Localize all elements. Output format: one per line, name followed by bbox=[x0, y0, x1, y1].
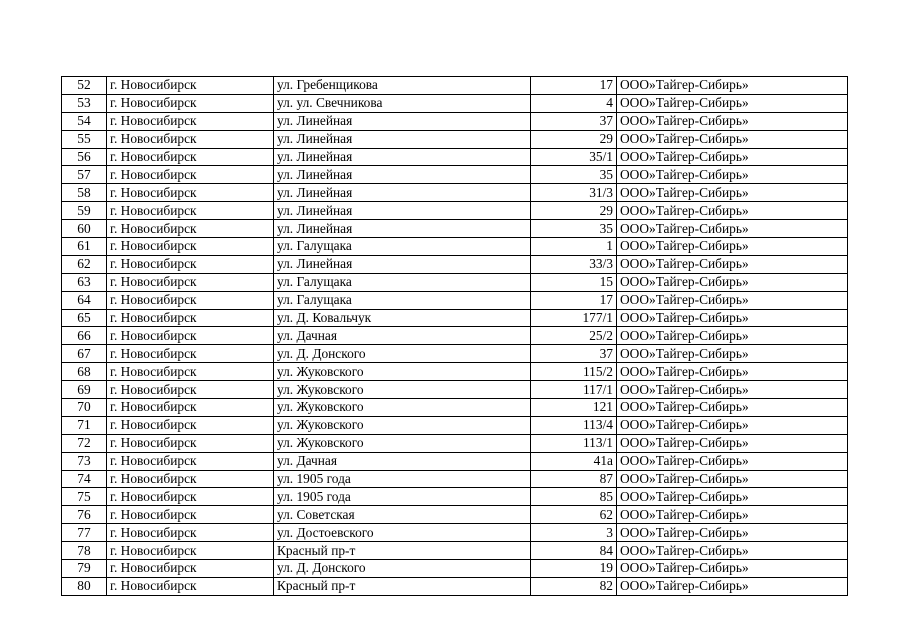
table-row bbox=[62, 345, 848, 363]
street-cell: ул. Д. Ковальчук bbox=[274, 309, 531, 327]
table-row bbox=[62, 399, 848, 417]
street-cell: ул. Советская bbox=[274, 506, 531, 524]
organization-cell: ООО»Тайгер-Сибирь» bbox=[617, 524, 848, 542]
table-row bbox=[62, 148, 848, 166]
house-number-cell: 17 bbox=[531, 77, 617, 95]
city-cell: г. Новосибирск bbox=[107, 488, 274, 506]
row-number-cell: 61 bbox=[62, 238, 107, 256]
row-number-cell: 55 bbox=[62, 130, 107, 148]
street-cell: ул. Линейная bbox=[274, 166, 531, 184]
table-row bbox=[62, 220, 848, 238]
organization-cell: ООО»Тайгер-Сибирь» bbox=[617, 363, 848, 381]
city-cell: г. Новосибирск bbox=[107, 77, 274, 95]
street-cell: ул. Д. Донского bbox=[274, 560, 531, 578]
house-number-cell: 19 bbox=[531, 560, 617, 578]
house-number-cell: 41а bbox=[531, 452, 617, 470]
city-cell: г. Новосибирск bbox=[107, 416, 274, 434]
house-number-cell: 29 bbox=[531, 202, 617, 220]
organization-cell: ООО»Тайгер-Сибирь» bbox=[617, 202, 848, 220]
row-number-cell: 73 bbox=[62, 452, 107, 470]
street-cell: Красный пр-т bbox=[274, 577, 531, 595]
table-row bbox=[62, 238, 848, 256]
street-cell: ул. Линейная bbox=[274, 255, 531, 273]
city-cell: г. Новосибирск bbox=[107, 363, 274, 381]
street-cell: ул. Дачная bbox=[274, 452, 531, 470]
table-row bbox=[62, 202, 848, 220]
city-cell: г. Новосибирск bbox=[107, 542, 274, 560]
table-row bbox=[62, 273, 848, 291]
organization-cell: ООО»Тайгер-Сибирь» bbox=[617, 309, 848, 327]
table-row bbox=[62, 309, 848, 327]
house-number-cell: 25/2 bbox=[531, 327, 617, 345]
table-row bbox=[62, 255, 848, 273]
street-cell: ул. Линейная bbox=[274, 220, 531, 238]
house-number-cell: 37 bbox=[531, 112, 617, 130]
organization-cell: ООО»Тайгер-Сибирь» bbox=[617, 166, 848, 184]
table-row bbox=[62, 166, 848, 184]
city-cell: г. Новосибирск bbox=[107, 381, 274, 399]
organization-cell: ООО»Тайгер-Сибирь» bbox=[617, 291, 848, 309]
house-number-cell: 3 bbox=[531, 524, 617, 542]
house-number-cell: 82 bbox=[531, 577, 617, 595]
city-cell: г. Новосибирск bbox=[107, 345, 274, 363]
row-number-cell: 60 bbox=[62, 220, 107, 238]
house-number-cell: 85 bbox=[531, 488, 617, 506]
street-cell: ул. Линейная bbox=[274, 184, 531, 202]
table-row bbox=[62, 291, 848, 309]
organization-cell: ООО»Тайгер-Сибирь» bbox=[617, 220, 848, 238]
city-cell: г. Новосибирск bbox=[107, 399, 274, 417]
city-cell: г. Новосибирск bbox=[107, 238, 274, 256]
house-number-cell: 62 bbox=[531, 506, 617, 524]
table-row bbox=[62, 184, 848, 202]
house-number-cell: 35/1 bbox=[531, 148, 617, 166]
house-number-cell: 37 bbox=[531, 345, 617, 363]
row-number-cell: 71 bbox=[62, 416, 107, 434]
house-number-cell: 87 bbox=[531, 470, 617, 488]
organization-cell: ООО»Тайгер-Сибирь» bbox=[617, 434, 848, 452]
organization-cell: ООО»Тайгер-Сибирь» bbox=[617, 112, 848, 130]
table-row bbox=[62, 112, 848, 130]
city-cell: г. Новосибирск bbox=[107, 434, 274, 452]
row-number-cell: 63 bbox=[62, 273, 107, 291]
house-number-cell: 15 bbox=[531, 273, 617, 291]
street-cell: Красный пр-т bbox=[274, 542, 531, 560]
city-cell: г. Новосибирск bbox=[107, 148, 274, 166]
row-number-cell: 78 bbox=[62, 542, 107, 560]
city-cell: г. Новосибирск bbox=[107, 506, 274, 524]
address-table bbox=[61, 76, 848, 596]
row-number-cell: 77 bbox=[62, 524, 107, 542]
table-row bbox=[62, 506, 848, 524]
table-row bbox=[62, 94, 848, 112]
row-number-cell: 56 bbox=[62, 148, 107, 166]
organization-cell: ООО»Тайгер-Сибирь» bbox=[617, 381, 848, 399]
street-cell: ул. Галущака bbox=[274, 238, 531, 256]
house-number-cell: 35 bbox=[531, 220, 617, 238]
organization-cell: ООО»Тайгер-Сибирь» bbox=[617, 506, 848, 524]
house-number-cell: 121 bbox=[531, 399, 617, 417]
house-number-cell: 17 bbox=[531, 291, 617, 309]
house-number-cell: 113/1 bbox=[531, 434, 617, 452]
row-number-cell: 70 bbox=[62, 399, 107, 417]
street-cell: ул. Д. Донского bbox=[274, 345, 531, 363]
street-cell: ул. Линейная bbox=[274, 130, 531, 148]
row-number-cell: 58 bbox=[62, 184, 107, 202]
city-cell: г. Новосибирск bbox=[107, 309, 274, 327]
address-table-body bbox=[62, 77, 848, 596]
street-cell: ул. Гребенщикова bbox=[274, 77, 531, 95]
city-cell: г. Новосибирск bbox=[107, 273, 274, 291]
organization-cell: ООО»Тайгер-Сибирь» bbox=[617, 399, 848, 417]
city-cell: г. Новосибирск bbox=[107, 202, 274, 220]
row-number-cell: 53 bbox=[62, 94, 107, 112]
city-cell: г. Новосибирск bbox=[107, 327, 274, 345]
row-number-cell: 68 bbox=[62, 363, 107, 381]
city-cell: г. Новосибирск bbox=[107, 166, 274, 184]
organization-cell: ООО»Тайгер-Сибирь» bbox=[617, 238, 848, 256]
house-number-cell: 117/1 bbox=[531, 381, 617, 399]
city-cell: г. Новосибирск bbox=[107, 524, 274, 542]
table-row bbox=[62, 452, 848, 470]
row-number-cell: 67 bbox=[62, 345, 107, 363]
street-cell: ул. Жуковского bbox=[274, 399, 531, 417]
street-cell: ул. ул. Свечникова bbox=[274, 94, 531, 112]
table-row bbox=[62, 416, 848, 434]
street-cell: ул. Линейная bbox=[274, 202, 531, 220]
row-number-cell: 64 bbox=[62, 291, 107, 309]
table-row bbox=[62, 577, 848, 595]
table-row bbox=[62, 434, 848, 452]
organization-cell: ООО»Тайгер-Сибирь» bbox=[617, 184, 848, 202]
organization-cell: ООО»Тайгер-Сибирь» bbox=[617, 542, 848, 560]
city-cell: г. Новосибирск bbox=[107, 255, 274, 273]
house-number-cell: 33/3 bbox=[531, 255, 617, 273]
row-number-cell: 69 bbox=[62, 381, 107, 399]
organization-cell: ООО»Тайгер-Сибирь» bbox=[617, 452, 848, 470]
organization-cell: ООО»Тайгер-Сибирь» bbox=[617, 148, 848, 166]
city-cell: г. Новосибирск bbox=[107, 184, 274, 202]
organization-cell: ООО»Тайгер-Сибирь» bbox=[617, 255, 848, 273]
city-cell: г. Новосибирск bbox=[107, 470, 274, 488]
organization-cell: ООО»Тайгер-Сибирь» bbox=[617, 94, 848, 112]
city-cell: г. Новосибирск bbox=[107, 452, 274, 470]
street-cell: ул. Достоевского bbox=[274, 524, 531, 542]
row-number-cell: 80 bbox=[62, 577, 107, 595]
table-row bbox=[62, 327, 848, 345]
row-number-cell: 52 bbox=[62, 77, 107, 95]
city-cell: г. Новосибирск bbox=[107, 130, 274, 148]
table-row bbox=[62, 560, 848, 578]
street-cell: ул. 1905 года bbox=[274, 470, 531, 488]
organization-cell: ООО»Тайгер-Сибирь» bbox=[617, 470, 848, 488]
city-cell: г. Новосибирск bbox=[107, 577, 274, 595]
street-cell: ул. Галущака bbox=[274, 273, 531, 291]
city-cell: г. Новосибирск bbox=[107, 94, 274, 112]
city-cell: г. Новосибирск bbox=[107, 220, 274, 238]
table-row bbox=[62, 130, 848, 148]
house-number-cell: 84 bbox=[531, 542, 617, 560]
street-cell: ул. Дачная bbox=[274, 327, 531, 345]
house-number-cell: 35 bbox=[531, 166, 617, 184]
row-number-cell: 62 bbox=[62, 255, 107, 273]
house-number-cell: 115/2 bbox=[531, 363, 617, 381]
city-cell: г. Новосибирск bbox=[107, 291, 274, 309]
row-number-cell: 74 bbox=[62, 470, 107, 488]
row-number-cell: 54 bbox=[62, 112, 107, 130]
city-cell: г. Новосибирск bbox=[107, 560, 274, 578]
row-number-cell: 57 bbox=[62, 166, 107, 184]
row-number-cell: 79 bbox=[62, 560, 107, 578]
table-row bbox=[62, 542, 848, 560]
organization-cell: ООО»Тайгер-Сибирь» bbox=[617, 577, 848, 595]
row-number-cell: 59 bbox=[62, 202, 107, 220]
organization-cell: ООО»Тайгер-Сибирь» bbox=[617, 560, 848, 578]
organization-cell: ООО»Тайгер-Сибирь» bbox=[617, 416, 848, 434]
house-number-cell: 113/4 bbox=[531, 416, 617, 434]
organization-cell: ООО»Тайгер-Сибирь» bbox=[617, 488, 848, 506]
house-number-cell: 31/3 bbox=[531, 184, 617, 202]
organization-cell: ООО»Тайгер-Сибирь» bbox=[617, 345, 848, 363]
organization-cell: ООО»Тайгер-Сибирь» bbox=[617, 130, 848, 148]
table-row bbox=[62, 381, 848, 399]
house-number-cell: 1 bbox=[531, 238, 617, 256]
street-cell: ул. Жуковского bbox=[274, 363, 531, 381]
row-number-cell: 72 bbox=[62, 434, 107, 452]
organization-cell: ООО»Тайгер-Сибирь» bbox=[617, 273, 848, 291]
house-number-cell: 4 bbox=[531, 94, 617, 112]
row-number-cell: 65 bbox=[62, 309, 107, 327]
street-cell: ул. Линейная bbox=[274, 112, 531, 130]
street-cell: ул. Жуковского bbox=[274, 381, 531, 399]
organization-cell: ООО»Тайгер-Сибирь» bbox=[617, 77, 848, 95]
table-row bbox=[62, 488, 848, 506]
table-row bbox=[62, 363, 848, 381]
house-number-cell: 177/1 bbox=[531, 309, 617, 327]
table-row bbox=[62, 524, 848, 542]
table-row bbox=[62, 470, 848, 488]
street-cell: ул. Жуковского bbox=[274, 434, 531, 452]
row-number-cell: 66 bbox=[62, 327, 107, 345]
street-cell: ул. Жуковского bbox=[274, 416, 531, 434]
row-number-cell: 75 bbox=[62, 488, 107, 506]
table-row bbox=[62, 77, 848, 95]
street-cell: ул. Галущака bbox=[274, 291, 531, 309]
organization-cell: ООО»Тайгер-Сибирь» bbox=[617, 327, 848, 345]
city-cell: г. Новосибирск bbox=[107, 112, 274, 130]
street-cell: ул. 1905 года bbox=[274, 488, 531, 506]
row-number-cell: 76 bbox=[62, 506, 107, 524]
street-cell: ул. Линейная bbox=[274, 148, 531, 166]
house-number-cell: 29 bbox=[531, 130, 617, 148]
